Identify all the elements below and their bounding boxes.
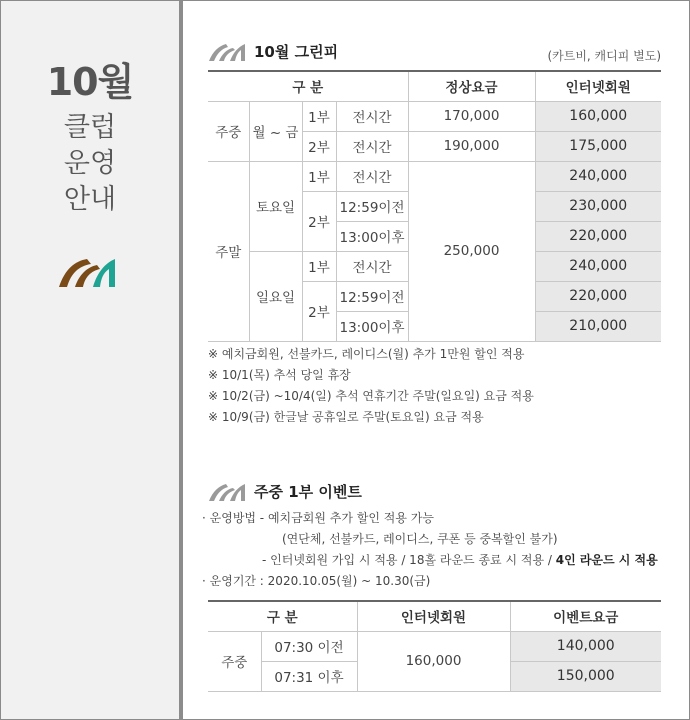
part-label: 2부 — [302, 131, 336, 161]
part-label: 2부 — [302, 191, 336, 251]
member-price: 230,000 — [535, 191, 661, 221]
panel-divider — [179, 1, 183, 720]
section-logo-icon — [208, 482, 246, 502]
event-table — [208, 600, 661, 692]
header-regular: 정상요금 — [408, 71, 535, 101]
event-member-price: 160,000 — [357, 631, 510, 691]
club-logo-icon — [57, 255, 117, 289]
event-method-sub: (연단체, 선불카드, 레이디스, 쿠폰 등 중복할인 불가) — [282, 532, 558, 546]
event-header-category: 구 분 — [208, 601, 357, 631]
event-period: · 운영기간 : 2020.10.05(월) ~ 10.30(금) — [202, 574, 431, 588]
event-method-bold: 4인 라운드 시 적용 — [555, 553, 658, 567]
time-label: 전시간 — [336, 251, 408, 281]
left-line-guide: 안내 — [63, 184, 117, 215]
weekday-days: 월 ~ 금 — [249, 101, 302, 161]
note-item: ※ 10/1(목) 추석 당일 휴장 — [208, 368, 351, 382]
section-logo-icon — [208, 42, 246, 62]
left-line-club: 클럽 — [63, 112, 117, 143]
header-member: 인터넷회원 — [535, 71, 661, 101]
member-price: 220,000 — [535, 221, 661, 251]
event-price: 150,000 — [510, 661, 661, 691]
event-description — [202, 508, 658, 592]
member-price: 240,000 — [535, 161, 661, 191]
event-section-title — [208, 481, 362, 502]
event-time: 07:31 이후 — [261, 661, 357, 691]
weekday-label: 주중 — [208, 101, 249, 161]
saturday-label: 토요일 — [249, 161, 302, 251]
greenfee-table — [208, 70, 661, 342]
member-price: 240,000 — [535, 251, 661, 281]
event-method-line2 — [202, 550, 658, 571]
weekend-label: 주말 — [208, 161, 249, 341]
time-label: 전시간 — [336, 161, 408, 191]
part-label: 1부 — [302, 161, 336, 191]
part-label: 1부 — [302, 251, 336, 281]
left-panel — [1, 1, 179, 719]
regular-price: 190,000 — [408, 131, 535, 161]
regular-price: 170,000 — [408, 101, 535, 131]
member-price: 160,000 — [535, 101, 661, 131]
part-label: 2부 — [302, 281, 336, 341]
event-header-price: 이벤트요금 — [510, 601, 661, 631]
event-price: 140,000 — [510, 631, 661, 661]
time-label: 전시간 — [336, 101, 408, 131]
member-price: 210,000 — [535, 311, 661, 341]
note-item: ※ 10/9(금) 한글날 공휴일로 주말(토요일) 요금 적용 — [208, 410, 484, 424]
greenfee-section-title — [208, 41, 338, 62]
time-label: 12:59이전 — [336, 191, 408, 221]
event-method: · 운영방법 - 예치금회원 추가 할인 적용 가능 — [202, 511, 434, 525]
event-title: 주중 1부 이벤트 — [254, 483, 362, 501]
note-item: ※ 예치금회원, 선불카드, 레이디스(월) 추가 1만원 할인 적용 — [208, 347, 525, 361]
greenfee-note: (카트비, 캐디피 별도) — [547, 49, 661, 63]
event-time: 07:30 이전 — [261, 631, 357, 661]
event-header-member: 인터넷회원 — [357, 601, 510, 631]
header-category: 구 분 — [208, 71, 408, 101]
sunday-label: 일요일 — [249, 251, 302, 341]
time-label: 12:59이전 — [336, 281, 408, 311]
notes-list — [208, 344, 534, 428]
greenfee-title: 10월 그린피 — [254, 43, 339, 61]
month-title: 10월 — [46, 60, 134, 104]
left-line-operation: 운영 — [63, 148, 117, 179]
member-price: 220,000 — [535, 281, 661, 311]
time-label: 전시간 — [336, 131, 408, 161]
time-label: 13:00이후 — [336, 311, 408, 341]
part-label: 1부 — [302, 101, 336, 131]
event-method-line2-text: - 인터넷회원 가입 시 적용 / 18홀 라운드 종료 시 적용 / — [262, 553, 556, 567]
weekend-regular-price: 250,000 — [408, 161, 535, 341]
event-weekday-label: 주중 — [208, 631, 261, 691]
member-price: 175,000 — [535, 131, 661, 161]
note-item: ※ 10/2(금) ~10/4(일) 추석 연휴기간 주말(일요일) 요금 적용 — [208, 389, 534, 403]
time-label: 13:00이후 — [336, 221, 408, 251]
